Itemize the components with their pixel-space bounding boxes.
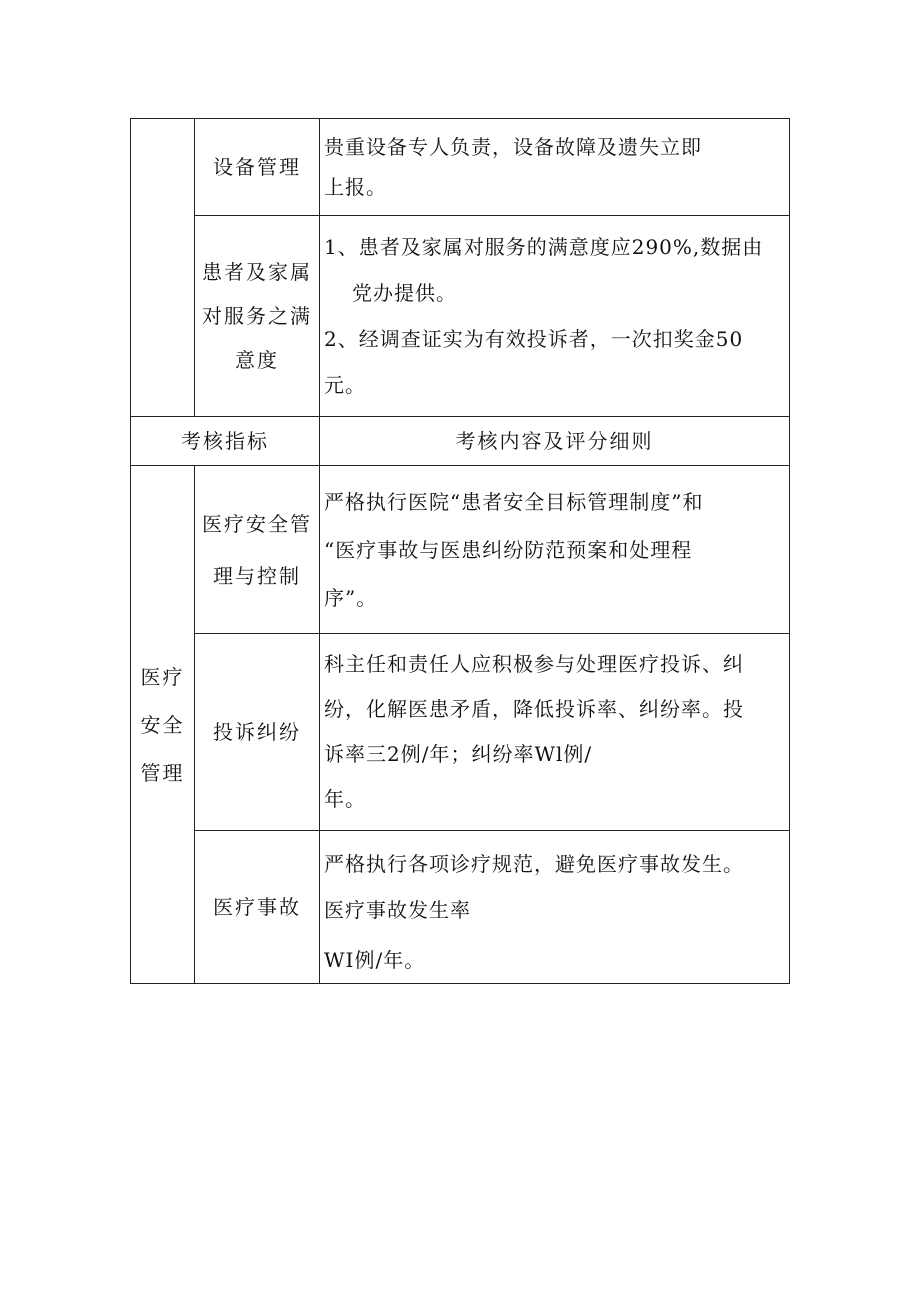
indicator-label: 医疗事故 [213,895,301,919]
content-line: 科主任和责任人应积极参与处理医疗投诉、纠 [324,652,744,676]
table-row [131,831,790,984]
content-line: 严格执行医院“患者安全目标管理制度”和 [324,489,704,514]
content-line: 1、患者及家属对服务的满意度应290%,数据由 [324,235,764,259]
indicator-label: 理与控制 [213,563,301,588]
content-line: 贵重设备专人负责，设备故障及遗失立即 [324,135,702,159]
category-label: 安全 [140,712,185,737]
content-line: 元。 [324,373,366,397]
content-line: 医疗事故发生率 [324,898,471,922]
content-cell [320,216,790,417]
content-line: 严格执行各项诊疗规范，避免医疗事故发生。 [324,852,744,876]
content-cell [320,119,790,216]
indicator-cell [195,831,320,984]
content-line: 序”。 [324,585,378,610]
category-label: 管理 [140,760,185,785]
category-label: 医疗 [140,664,185,689]
content-line: 年。 [324,787,366,811]
content-line: “医疗事故与医患纠纷防范预案和处理程 [324,537,693,562]
header-indicator: 考核指标 [131,417,320,466]
table-row [131,466,790,634]
header-row [131,417,790,466]
content-line: 2、经调查证实为有效投诉者，一次扣奖金50 [324,327,744,351]
content-cell [320,831,790,984]
content-line: 上报。 [324,175,387,199]
indicator-cell [195,119,320,216]
indicator-label: 医疗安全管 [202,511,312,536]
category-cell-empty [131,119,195,417]
table-row [131,216,790,417]
indicator-cell [195,216,320,417]
content-line: 党办提供。 [352,281,457,305]
content-cell [320,634,790,831]
indicator-cell [195,634,320,831]
content-line: WI例/年。 [324,948,426,972]
indicator-label: 患者及家属 [202,260,312,284]
indicator-label: 意度 [235,348,279,372]
category-cell [131,466,195,984]
content-cell [320,466,790,634]
indicator-cell [195,466,320,634]
indicator-label: 设备管理 [213,155,301,179]
header-content: 考核内容及评分细则 [320,417,790,466]
table-row [131,119,790,216]
indicator-label: 对服务之满 [202,304,312,328]
content-line: 纷，化解医患矛盾，降低投诉率、纠纷率。投 [324,697,744,721]
indicator-label: 投诉纠纷 [213,720,301,744]
assessment-table [130,118,790,984]
content-line: 诉率三2例/年；纠纷率Wl例/ [324,742,593,766]
table-row [131,634,790,831]
